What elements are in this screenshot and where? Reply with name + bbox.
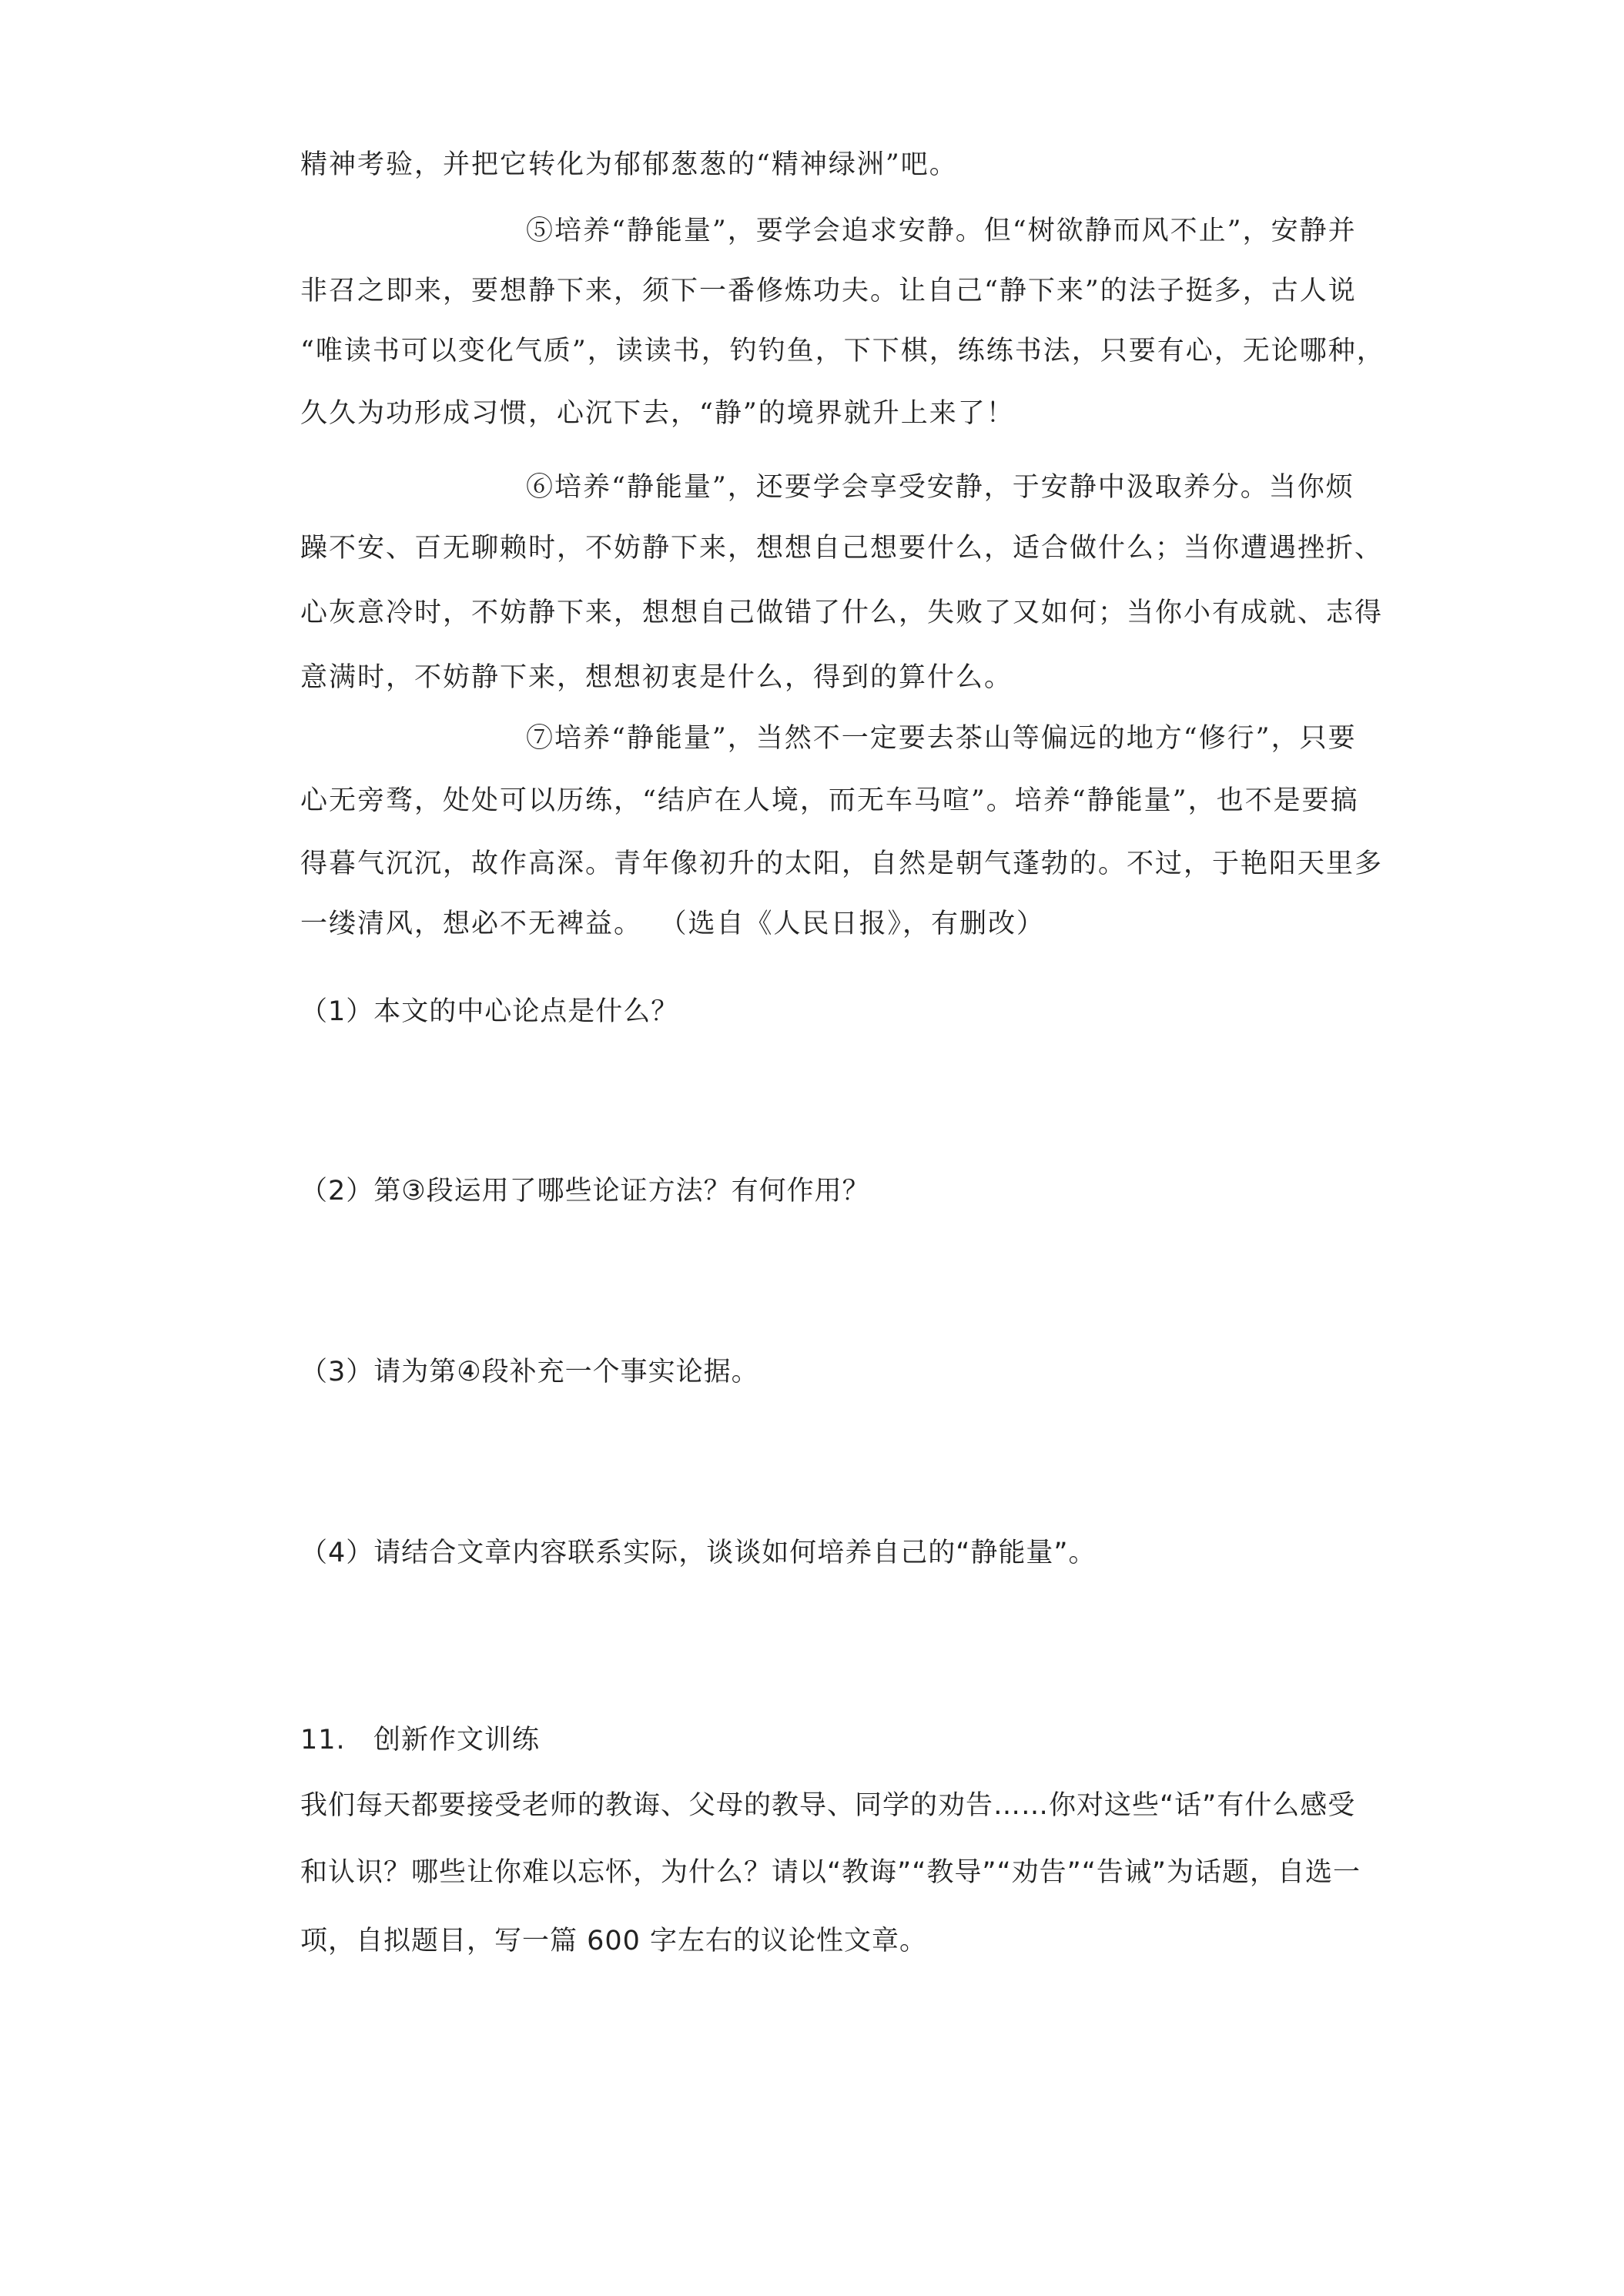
section-11-body-line-3: 项，自拟题目，写一篇 600 字左右的议论性文章。 [300,1926,928,1956]
paragraph-5-line-1: ⑤培养“静能量”，要学会追求安静。但“树欲静而风不止”，安静并 [526,216,1357,246]
paragraph-5-line-4: 久久为功形成习惯，心沉下去，“静”的境界就升上来了！ [300,398,1015,429]
section-11-title: 创新作文训练 [373,1725,541,1755]
paragraph-7-line-3: 得暮气沉沉，故作高深。青年像初升的太阳，自然是朝气蓬勃的。不过，于艳阳天里多 [300,848,1384,879]
question-3: （3）请为第④段补充一个事实论据。 [300,1357,759,1387]
passage-source: （选自《人民日报》，有删改） [673,909,1046,939]
paragraph-7-line-4-text: 一缕清风，想必不无裨益。 [300,909,643,939]
section-11-body-line-2: 和认识？哪些让你难以忘怀，为什么？请以“教诲”“教导”“劝告”“告诫”为话题，自选一 [300,1857,1361,1888]
paragraph-6-line-3: 心灰意冷时，不妨静下来，想想自己做错了什么，失败了又如何；当你小有成就、志得 [300,597,1384,628]
question-1: （1）本文的中心论点是什么？ [300,996,679,1027]
section-11-number: 11. [300,1725,346,1755]
question-4: （4）请结合文章内容联系实际，谈谈如何培养自己的“静能量”。 [300,1538,1097,1568]
section-11-heading [300,1722,1382,1759]
paragraph-5-line-2: 非召之即来，要想静下来，须下一番修炼功夫。让自己“静下来”的法子挺多，古人说 [300,276,1357,306]
passage-continuation: 精神考验，并把它转化为郁郁葱葱的“精神绿洲”吧。 [300,149,958,180]
paragraph-6-line-4: 意满时，不妨静下来，想想初衷是什么，得到的算什么。 [300,662,1013,693]
paragraph-5-line-3: “唯读书可以变化气质”，读读书，钓钓鱼，下下棋，练练书法，只要有心，无论哪种， [300,336,1385,366]
paragraph-7-line-4 [300,905,1382,942]
paragraph-6-line-2: 躁不安、百无聊赖时，不妨静下来，想想自己想要什么，适合做什么；当你遭遇挫折、 [300,533,1384,564]
paragraph-6-line-1: ⑥培养“静能量”，还要学会享受安静，于安静中汲取养分。当你烦 [526,472,1354,503]
question-2: （2）第③段运用了哪些论证方法？有何作用？ [300,1176,870,1207]
paragraph-7-line-1: ⑦培养“静能量”，当然不一定要去茶山等偏远的地方“修行”，只要 [526,723,1357,754]
paragraph-7-line-2: 心无旁骛，处处可以历练，“结庐在人境，而无车马喧”。培养“静能量”，也不是要搞 [300,785,1359,816]
section-11-body-line-1: 我们每天都要接受老师的教诲、父母的教导、同学的劝告……你对这些“话”有什么感受 [300,1790,1356,1821]
